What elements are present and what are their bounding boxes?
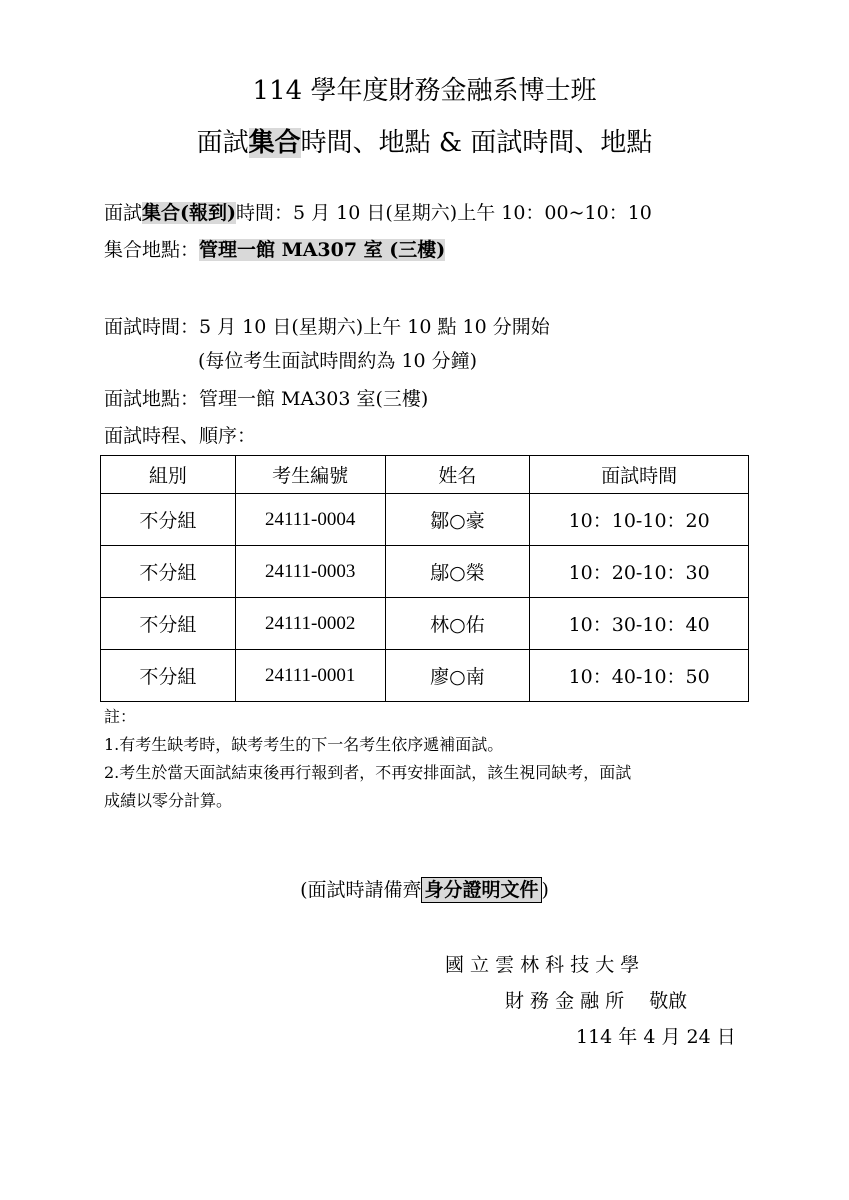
bring-prefix: (面試時請備齊	[300, 879, 422, 901]
notes	[104, 703, 631, 815]
note-item-1: 1.有考生缺考時，缺考考生的下一名考生依序遞補面試。	[104, 735, 504, 754]
assembly-time-value: 時間：5 月 10 日(星期六)上午 10：00~10：10	[236, 202, 652, 224]
cell-interview-time: 10：10-10：20	[530, 494, 749, 546]
notes-label: 註：	[104, 707, 137, 726]
table-header-row	[101, 456, 749, 494]
assembly-time-highlight: 集合(報到)	[142, 202, 236, 224]
cell-group: 不分組	[101, 546, 236, 598]
signature-university: 國 立 雲 林 科 技 大 學	[445, 954, 640, 976]
cell-interview-time: 10：20-10：30	[530, 546, 749, 598]
header-interview-time: 面試時間	[530, 456, 749, 494]
table-row	[101, 598, 749, 650]
interview-time: 面試時間：5 月 10 日(星期六)上午 10 點 10 分開始	[104, 316, 550, 338]
header-name: 姓名	[385, 456, 530, 494]
cell-group: 不分組	[101, 650, 236, 702]
note-item-2-cont: 成績以零分計算。	[104, 791, 233, 810]
bring-id-highlight: 身分證明文件	[421, 877, 541, 903]
signature-department: 財 務 金 融 所 敬啟	[505, 990, 688, 1012]
header-group: 組別	[101, 456, 236, 494]
document-title: 114 學年度財務金融系博士班	[252, 76, 597, 106]
assembly-place-value: 管理一館 MA307 室 (三樓)	[199, 239, 446, 261]
subtitle-highlight: 集合	[248, 128, 301, 158]
cell-interview-time: 10：40-10：50	[530, 650, 749, 702]
assembly-place	[104, 235, 445, 262]
note-item-2: 2.考生於當天面試結束後再行報到者，不再安排面試，該生視同缺考，面試	[104, 763, 632, 782]
cell-candidate-id: 24111-0003	[235, 546, 385, 598]
signature-date: 114 年 4 月 24 日	[576, 1026, 736, 1048]
header-candidate-id: 考生編號	[235, 456, 385, 494]
interview-place: 面試地點：管理一館 MA303 室(三樓)	[104, 388, 429, 410]
cell-name: 廖○南	[385, 650, 530, 702]
cell-interview-time: 10：30-10：40	[530, 598, 749, 650]
subtitle-prefix: 面試	[196, 128, 249, 158]
schedule-label: 面試時程、順序：	[104, 425, 257, 447]
cell-group: 不分組	[101, 494, 236, 546]
subtitle-suffix: 時間、地點 & 面試時間、地點	[300, 128, 653, 158]
bring-suffix: )	[541, 879, 549, 901]
cell-name: 林○佑	[385, 598, 530, 650]
table-row	[101, 494, 749, 546]
cell-candidate-id: 24111-0002	[235, 598, 385, 650]
cell-candidate-id: 24111-0001	[235, 650, 385, 702]
cell-name: 鄒○豪	[385, 494, 530, 546]
table-row	[101, 546, 749, 598]
interview-duration: (每位考生面試時間約為 10 分鐘)	[198, 350, 478, 372]
schedule-table	[100, 455, 749, 702]
cell-group: 不分組	[101, 598, 236, 650]
cell-name: 鄔○榮	[385, 546, 530, 598]
assembly-time	[104, 198, 652, 225]
table-row	[101, 650, 749, 702]
cell-candidate-id: 24111-0004	[235, 494, 385, 546]
document-subtitle	[0, 122, 849, 159]
bring-id-notice	[0, 875, 849, 902]
assembly-time-prefix: 面試	[104, 202, 143, 224]
assembly-place-label: 集合地點：	[104, 239, 200, 261]
